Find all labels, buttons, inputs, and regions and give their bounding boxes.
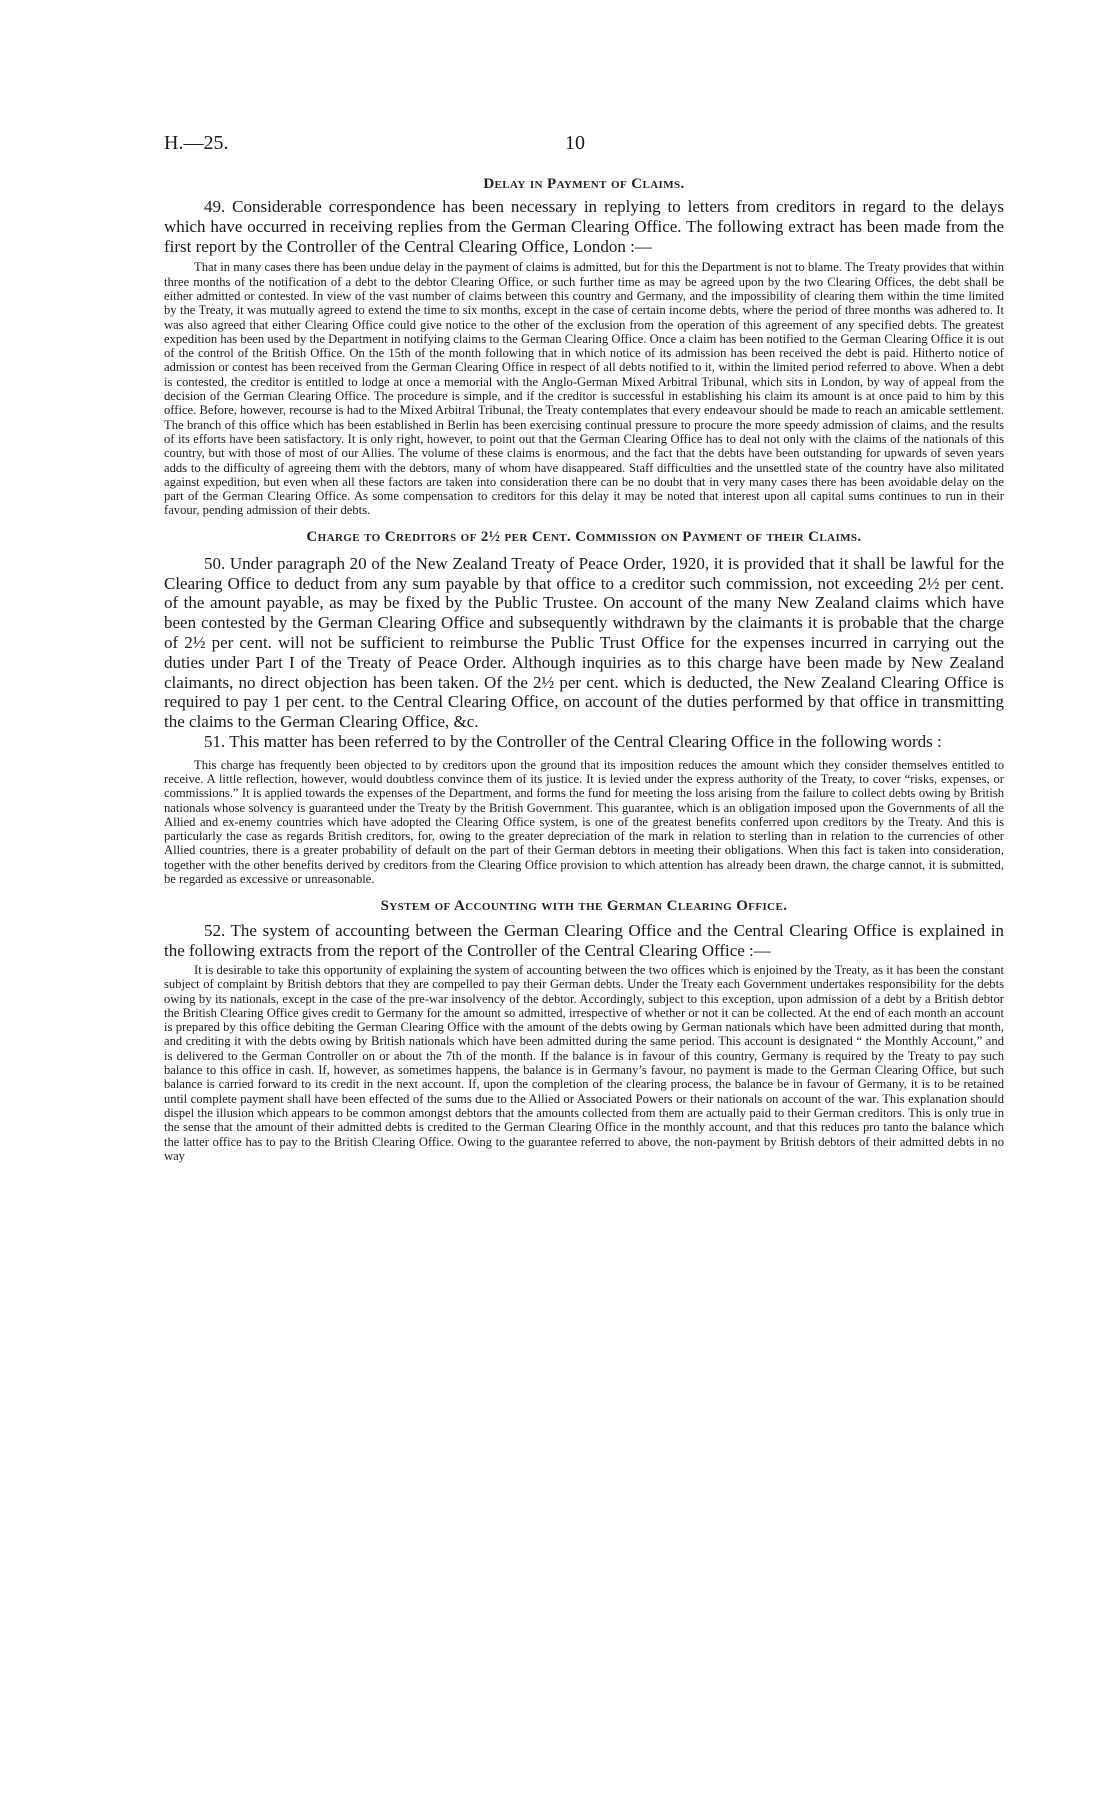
quote-controller-commission: This charge has frequently been objected to by creditors upon the ground that its imposition reduces the amount which they consider themselves entitled to receive. A little reflection, however, would doubtless convince them of its justice. It is levied under the express authority of the Treaty, to cover “risks, expenses, or commissions.” It is applied towards the expenses of the Department, and forms the fund for meeting the loss arising from the failure to collect debts owing by British nationals whose solvency is guaranteed under the Treaty by the British Government. This guarantee, which is an obligation imposed upon the Governments of all the Allied and ex-enemy countries which have adopted the Clearing Office system, is one of the greatest benefits conferred upon creditors by the Treaty. And this is particularly the case as regards British creditors, for, owing to the greater depreciation of the mark in relation to sterling than in relation to the currencies of other Allied countries, there is a greater probability of default on the part of their German debtors in meeting their obligations. When this fact is taken into consideration, together with the other benefits derived by creditors from the Clearing Office provision to which attention has already been drawn, the charge cannot, it is submitted, be regarded as excessive or unreasonable. xyxy=(164,757,1004,887)
paragraph-50: 50. Under paragraph 20 of the New Zealand Treaty of Peace Order, 1920, it is provided that it shall be lawful for the Clearing Office to deduct from any sum payable by that office to a creditor such commission, not exceeding 2½ per cent. of the amount payable, as may be fixed by the Public Trustee. On account of the many New Zealand claims which have been contested by the German Clearing Office and subsequently withdrawn by the claimants it is probable that the charge of 2½ per cent. will not be sufficient to reimburse the Public Trust Office for the expenses incurred in carrying out the duties under Part I of the Treaty of Peace Order. Although inquiries as to this charge have been made by New Zealand claimants, no direct objection has been taken. Of the 2½ per cent. which is deducted, the New Zealand Clearing Office is required to pay 1 per cent. to the Central Clearing Office, on account of the duties performed by that office in transmitting the claims to the German Clearing Office, &c. xyxy=(164,553,1004,732)
section-heading-commission-charge: Charge to Creditors of 2½ per Cent. Commission on Payment of their Claims. xyxy=(306,528,862,545)
page-body xyxy=(164,128,1004,1163)
paragraph-52: 52. The system of accounting between the German Clearing Office and the Central Clearing Office is explained in the following extracts from the report of the Controller of the Central Clearing Office :— xyxy=(164,921,1004,961)
quote-controller-accounting: It is desirable to take this opportunity of explaining the system of accounting between the two offices which is enjoined by the Treaty, as it has been the constant subject of complaint by British debtors that they are compelled to pay their German debts. Under the Treaty each Government undertakes responsibility for the debts owing by its nationals, except in the case of the pre-war insolvency of the debtor. Accordingly, subject to this exception, upon admission of a debt by a British debtor the British Clearing Office gives credit to Germany for the amount so admitted, irrespective of whether or not it can be collected. At the end of each month an account is prepared by this office debiting the German Clearing Office with the amount of the debts owing by German nationals which have been admitted during that month, and crediting it with the debts owing by British nationals which have been admitted during the same period. This account is designated “ the Monthly Account,” and is delivered to the German Controller on or about the 7th of the month. If the balance is in favour of this country, Germany is required by the Treaty to pay such balance to this office in cash. If, however, as sometimes happens, the balance is in Germany’s favour, no payment is made to the German Clearing Office, but such balance is carried forward to its credit in the next account. If, upon the completion of the clearing process, the balance be in favour of Germany, it is to be retained until complete payment shall have been effected of the sums due to the Allied or Associated Powers or their nationals on account of the war. This explanation should dispel the illusion which appears to be common amongst debtors that the amounts collected from them are actually paid to their German creditors. This is only true in the sense that the amount of their admitted debts is credited to the German Clearing Office in the monthly account, and that this reduces pro tanto the balance which the latter office has to pay to the British Clearing Office. Owing to the guarantee referred to above, the non-payment by British debtors of their admitted debts in no way xyxy=(164,962,1004,1163)
section-heading-accounting-system: System of Accounting with the German Clearing Office. xyxy=(380,898,788,915)
paragraph-49: 49. Considerable correspondence has been necessary in replying to letters from creditors in regard to the delays which have occurred in receiving replies from the German Clearing Office. The following extract has been made from the first report by the Controller of the Central Clearing Office, London :— xyxy=(164,197,1004,256)
page-number: 10 xyxy=(565,132,585,154)
quote-controller-report-delay: That in many cases there has been undue delay in the payment of claims is admitted, but for this the Department is not to blame. The Treaty provides that within three months of the notification of a debt to the debtor Clearing Office, or such further time as may be agreed upon by the two Clearing Offices, the debt shall be either admitted or contested. In view of the vast number of claims between this country and Germany, and the impossibility of clearing them within the time limited by the Treaty, it was mutually agreed to extend the time to six months, except in the case of certain income debts, where the period of three months was adhered to. It was also agreed that either Clearing Office could give notice to the other of the exclusion from the operation of this agreement of any specified debts. The greatest expedition has been used by the Department in notifying claims to the German Clearing Office. Once a claim has been notified to the German Clearing Office it is out of the control of the British Office. On the 15th of the month following that in which notice of its admission has been received the debt is paid. Hitherto notice of admission or contest has been received from the German Clearing Office in respect of all debts notified to it, within the limited period referred to above. When a debt is contested, the creditor is entitled to lodge at once a memorial with the Anglo-German Mixed Arbitral Tribunal, which sits in London, by way of appeal from the decision of the German Clearing Office. The procedure is simple, and if the creditor is successful in establishing his claim its amount is at once paid to him by this office. Before, however, recourse is had to the Mixed Arbitral Tribunal, the Treaty contemplates that every endeavour should be made to reach an amicable settlement. The branch of this office which has been established in Berlin has been exercising continual pressure to procure the more speedy admission of claims, and the results of its efforts have been satisfactory. It is only right, however, to point out that the German Clearing Office has to deal not only with the claims of the nationals of this country, but with those of most of our Allies. The volume of these claims is enormous, and the fact that the debts have been outstanding for upwards of seven years adds to the difficulty of agreeing them with the debtors, many of whom have disappeared. Staff difficulties and the unsettled state of the country have also militated against expedition, but even when all these factors are taken into consideration there can be no doubt that in very many cases there has been avoidable delay on the part of the German Clearing Office. As some compensation to creditors for this delay it may be noted that interest upon all capital sums continues to run in their favour, pending admission of their debts. xyxy=(164,260,1004,518)
document-reference: H.—25. xyxy=(164,132,229,154)
section-heading-delay-in-payment: Delay in Payment of Claims. xyxy=(483,176,685,192)
paragraph-51: 51. This matter has been referred to by the Controller of the Central Clearing Office in the following words : xyxy=(204,731,942,751)
